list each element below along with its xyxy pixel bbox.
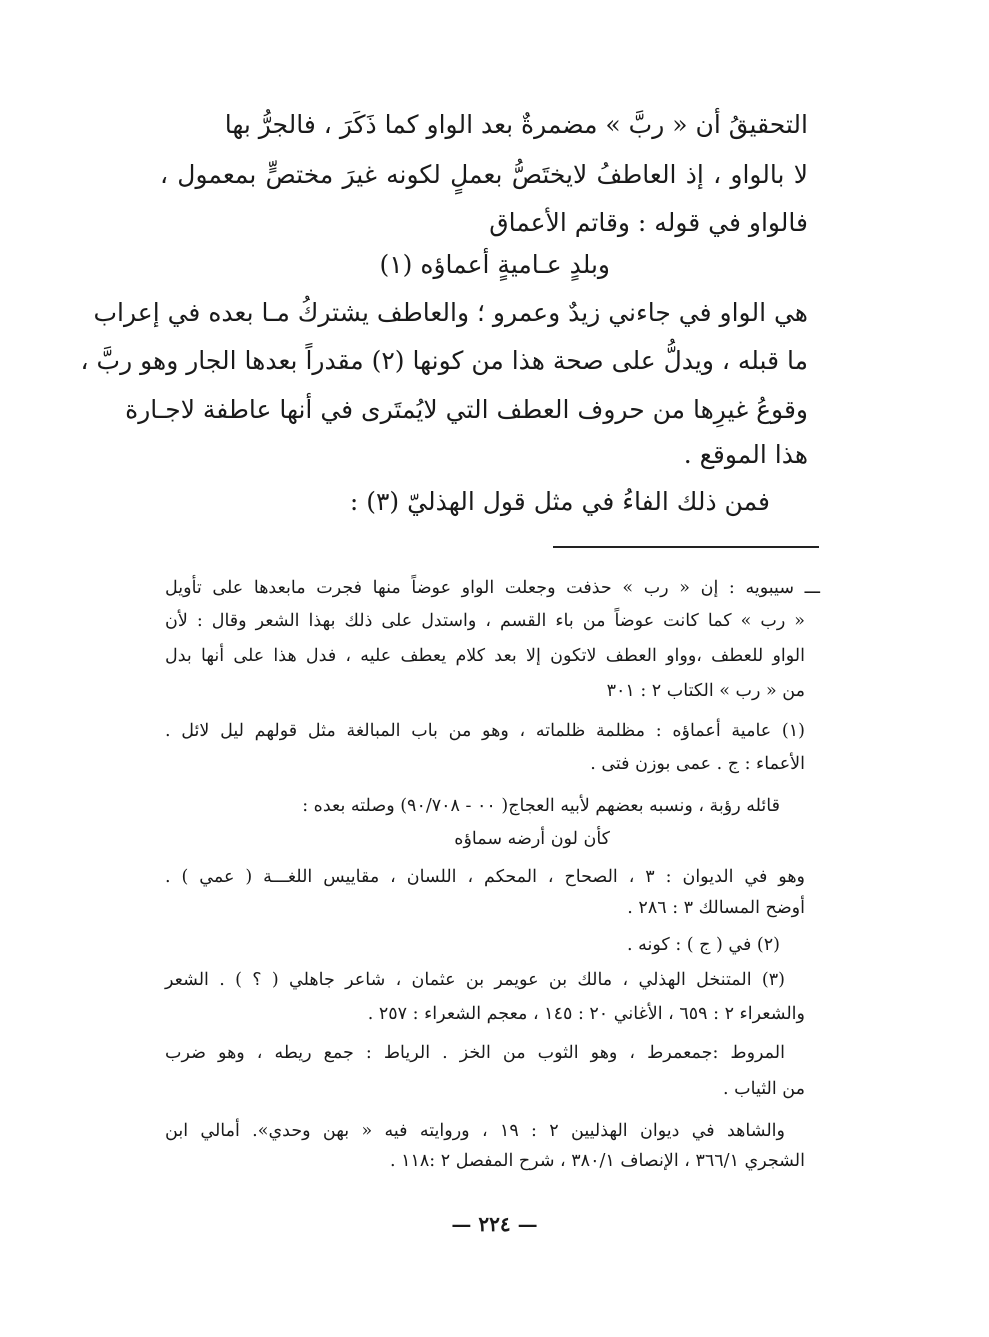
footnote-line: أوضح المسالك ٣ : ٢٨٦ .	[627, 898, 805, 918]
body-line-9: فمن ذلك الفاءُ في مثل قول الهذليّ (٣) :	[349, 487, 770, 516]
body-line-1: التحقيقُ أن « ربَّ » مضمرةٌ بعد الواو كما ذَكَرَ ، فالجرُّ بها	[224, 110, 808, 139]
footnote-verse-line: كأن لون أرضه سماؤه	[454, 829, 610, 849]
body-line-2: لا بالواو ، إذ العاطفُ لايختَصُّ بعملٍ لكونه غيرَ مختصٍّ بمعمول ،	[160, 160, 808, 189]
footnote-line: الأعماء : ج . عمى بوزن فتى .	[590, 754, 805, 774]
body-line-8: هذا الموقع .	[683, 440, 808, 469]
footnote-separator	[553, 546, 819, 548]
footnote-line: الواو للعطف ،وواو العطف لاتكون إلا بعد كلام يعطف عليه ، فدل هذا على أنها بدل	[165, 646, 805, 666]
page-number: — ٢٢٤ —	[451, 1212, 538, 1236]
footnote-line: المروط :جمعمرط ، وهو الثوب من الخز . الرياط : جمع ريطه ، وهو ضرب	[165, 1043, 785, 1063]
footnote-line: والشعراء ٢ : ٦٥٩ ، الأغاني ٢٠ : ١٤٥ ، معجم الشعراء : ٢٥٧ .	[367, 1004, 805, 1024]
footnote-line: ـــ سيبويه : إن « رب » حذفت وجعلت الواو عوضاً منها فجرت مابعدها على تأويل	[165, 578, 820, 598]
footnote-line: (٣) المتنخل الهذلي ، مالك بن عويمر بن عثمان ، شاعر جاهلي ( ؟ ) . الشعر	[165, 970, 785, 990]
body-line-3: فالواو في قوله : وقاتم الأعماق	[489, 208, 808, 237]
footnote-line: قائله رؤبة ، ونسبه بعضهم لأبيه العجاج( ٠٠ - ٩٠/٧٠٨) وصلته بعده :	[302, 796, 780, 816]
footnote-line: « رب » كما كانت عوضاً من باء القسم ، واستدل على ذلك بهذا الشعر وقال : لأن	[165, 611, 805, 631]
footnote-line: الشجري ٣٦٦/١ ، الإنصاف ٣٨٠/١ ، شرح المفصل ٢ :١١٨ .	[389, 1151, 805, 1171]
body-line-7: وقوعُ غيرِها من حروف العطف التي لايُمتَرى في أنها عاطفة لاجـارة	[125, 395, 808, 424]
footnote-line: والشاهد في ديوان الهذليين ٢ : ١٩ ، وروايته فيه « بهن وحدي». أمالي ابن	[165, 1121, 785, 1141]
body-verse-line: وبلدٍ عـاميةٍ أعماؤه (١)	[379, 250, 610, 279]
footnote-line: من الثياب .	[723, 1079, 805, 1099]
footnote-line: من « رب » الكتاب ٢ : ٣٠١	[606, 681, 805, 701]
footnote-line: (١) عامية أعماؤه : مظلمة ظلماته ، وهو من باب المبالغة مثل قولهم ليل لائل .	[165, 721, 805, 741]
footnote-line: وهو في الديوان : ٣ ، الصحاح ، المحكم ، اللسان ، مقاييس اللغـــة ( عمي ) .	[165, 867, 806, 887]
footnote-line: (٢) في ( ج ) : كونه .	[627, 935, 780, 955]
body-line-6: ما قبله ، ويدلُّ على صحة هذا من كونها (٢) مقدراً بعدها الجار وهو ربَّ ،	[80, 346, 808, 375]
body-line-5: هي الواو في جاءني زيدٌ وعمرو ؛ والعاطف يشتركُ مـا بعده في إعراب	[93, 298, 808, 327]
